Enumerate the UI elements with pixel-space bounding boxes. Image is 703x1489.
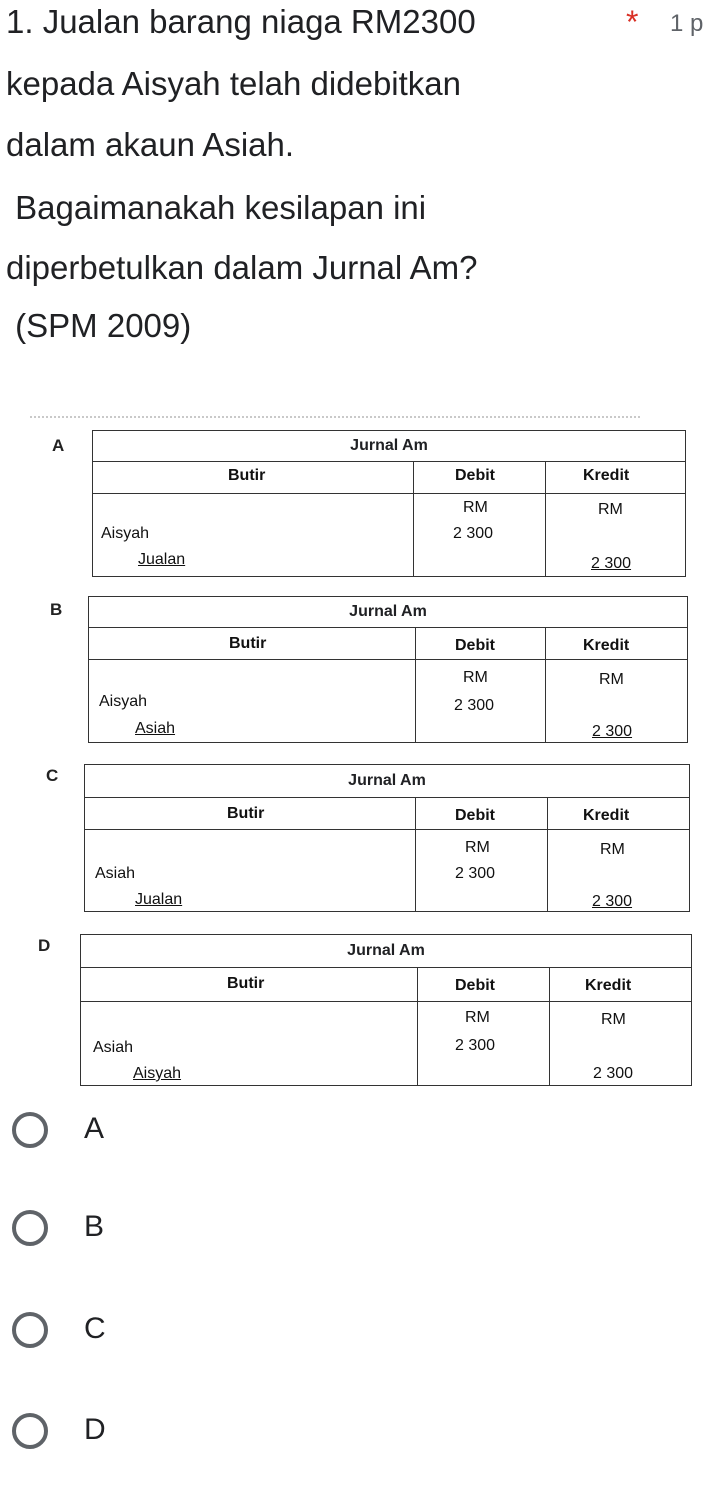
- journal-b-divider-1: [415, 627, 416, 742]
- points-label: 1 p: [670, 10, 703, 37]
- journal-d-debit-amount: 2 300: [455, 1037, 496, 1054]
- journal-c-divider-1: [415, 797, 416, 911]
- journal-b-debit-amount: 2 300: [454, 697, 495, 714]
- journal-d-debit-account: Asiah: [93, 1039, 134, 1056]
- journal-c-butir-header: Butir: [227, 805, 265, 822]
- option-b[interactable]: [0, 1189, 699, 1269]
- journal-b-table: [88, 596, 688, 743]
- option-d[interactable]: [0, 1389, 699, 1469]
- question-line-4: Bagaimanakah kesilapan ini: [6, 189, 427, 226]
- journal-c-credit-amount: 2 300: [592, 893, 633, 910]
- journal-a-kredit-currency: RM: [598, 501, 623, 518]
- journal-a-table: [92, 430, 686, 577]
- journal-c-table: [84, 764, 690, 912]
- journal-d-title: Jurnal Am: [81, 935, 691, 968]
- required-asterisk: *: [626, 4, 639, 40]
- journal-a-kredit-header: Kredit: [583, 467, 630, 484]
- option-a[interactable]: [0, 1090, 699, 1170]
- option-d-label[interactable]: D: [84, 1413, 106, 1446]
- journal-d-kredit-currency: RM: [601, 1011, 626, 1028]
- journal-c-letter: C: [46, 766, 59, 785]
- question-line-2: kepada Aisyah telah didebitkan: [6, 65, 462, 102]
- radio-a-icon[interactable]: [12, 1112, 48, 1148]
- journal-a-debit-account: Aisyah: [101, 525, 150, 542]
- journal-c-credit-account: Jualan: [135, 891, 183, 908]
- journal-a-title: Jurnal Am: [93, 431, 685, 462]
- journal-d-divider-2: [549, 967, 550, 1085]
- journal-a-debit-amount: 2 300: [453, 525, 494, 542]
- radio-b-icon[interactable]: [12, 1210, 48, 1246]
- journal-d-kredit-header: Kredit: [585, 977, 632, 994]
- question-line-5: diperbetulkan dalam Jurnal Am?: [6, 249, 478, 286]
- journal-b-butir-header: Butir: [229, 635, 267, 652]
- journal-b-title: Jurnal Am: [89, 597, 687, 628]
- journal-b-credit-account: Asiah: [135, 720, 176, 737]
- journal-b-kredit-currency: RM: [599, 671, 624, 688]
- journal-d-butir-header: Butir: [227, 975, 265, 992]
- journal-b-kredit-header: Kredit: [583, 637, 630, 654]
- journal-a-letter: A: [52, 436, 65, 455]
- journal-b-divider-2: [545, 627, 546, 742]
- question-line-6: (SPM 2009): [6, 307, 192, 344]
- option-b-label[interactable]: B: [84, 1210, 105, 1243]
- journal-c-debit-currency: RM: [465, 839, 490, 856]
- journal-c-title: Jurnal Am: [85, 765, 689, 798]
- journal-a-butir-header: Butir: [228, 467, 266, 484]
- radio-d-icon[interactable]: [12, 1413, 48, 1449]
- journal-a-credit-amount: 2 300: [591, 555, 632, 572]
- journal-c-debit-header: Debit: [455, 807, 495, 824]
- journal-b-debit-header: Debit: [455, 637, 495, 654]
- journal-c-kredit-header: Kredit: [583, 807, 630, 824]
- journal-b-credit-amount: 2 300: [592, 723, 633, 740]
- journal-d-letter: D: [38, 936, 51, 955]
- question-line-3: dalam akaun Asiah.: [6, 126, 295, 163]
- question-line-1: 1. Jualan barang niaga RM2300: [6, 3, 476, 40]
- journal-a-debit-header: Debit: [455, 467, 495, 484]
- journal-d-debit-header: Debit: [455, 977, 495, 994]
- journal-d-debit-currency: RM: [465, 1009, 490, 1026]
- option-c[interactable]: [0, 1290, 699, 1370]
- journal-d-divider-1: [417, 967, 418, 1085]
- journal-c-divider-2: [547, 797, 548, 911]
- journal-b-debit-account: Aisyah: [99, 693, 148, 710]
- journal-a-debit-currency: RM: [463, 499, 488, 516]
- journal-d-table: [80, 934, 692, 1086]
- journal-b-letter: B: [50, 600, 63, 619]
- option-a-label[interactable]: A: [84, 1112, 105, 1145]
- radio-c-icon[interactable]: [12, 1312, 48, 1348]
- journal-d-credit-amount: 2 300: [593, 1065, 634, 1082]
- journal-a-divider-1: [413, 461, 414, 576]
- journal-a-credit-account: Jualan: [138, 551, 186, 568]
- journal-d-credit-account: Aisyah: [133, 1065, 182, 1082]
- journal-a-divider-2: [545, 461, 546, 576]
- scan-edge-divider: [30, 416, 640, 418]
- journal-b-debit-currency: RM: [463, 669, 488, 686]
- option-c-label[interactable]: C: [84, 1312, 106, 1345]
- journal-c-debit-amount: 2 300: [455, 865, 496, 882]
- journal-c-debit-account: Asiah: [95, 865, 136, 882]
- journal-c-kredit-currency: RM: [600, 841, 625, 858]
- journal-options-image: [0, 410, 699, 1090]
